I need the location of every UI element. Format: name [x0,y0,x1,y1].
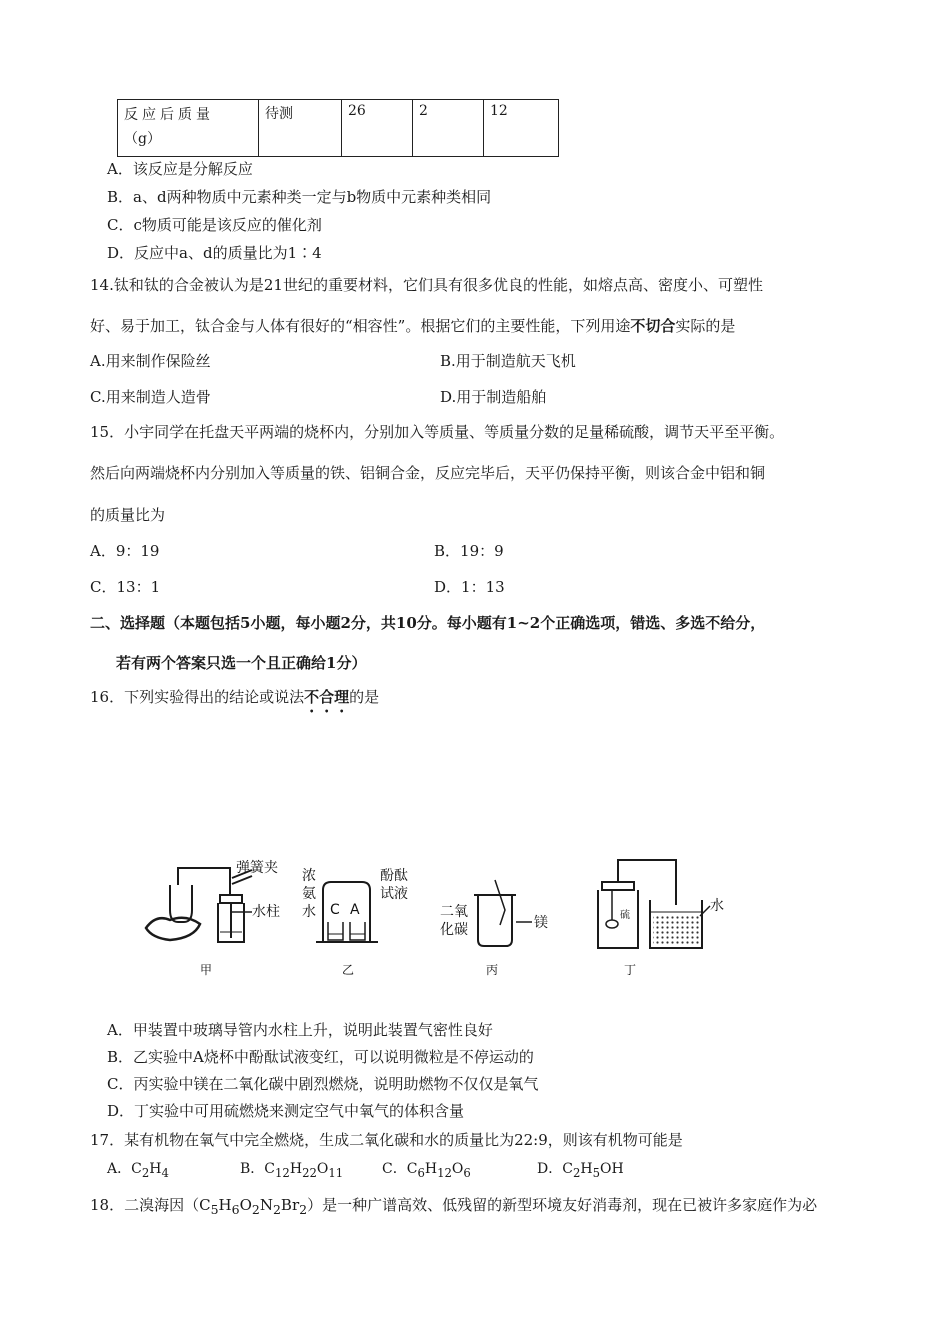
q13-option-b: B．a、d两种物质中元素种类一定与b物质中元素种类相同 [107,188,492,206]
q14-stem-text-end: 实际的是 [675,317,736,335]
q13-option-d: D．反应中a、d的质量比为1∶4 [107,244,322,262]
q13-option-a: A．该反应是分解反应 [107,160,253,178]
section2-header-line1: 二、选择题（本题包括5小题，每小题2分，共10分。每小题有1~2个正确选项，错选、多选不给分， [90,614,766,632]
bing-mg-label: 镁 [534,915,548,931]
table-label-line2: （g） [124,131,161,147]
ding-name-label: 丁 [624,963,637,977]
yi-phenol-label-1: 酚酞 [380,868,408,884]
q14-emphasis: 不切合 [630,317,676,335]
jia-clip-label: 弹簧夹 [236,860,278,876]
q13-option-c: C．c物质可能是该反应的催化剂 [107,216,322,234]
q14-option-b: B.用于制造航天飞机 [440,352,576,370]
q16-stem [90,686,379,716]
apparatus-yi [316,882,378,942]
q16-option-d: D．丁实验中可用硫燃烧来测定空气中氧气的体积含量 [107,1102,465,1120]
q16-option-b: B．乙实验中A烧杯中酚酞试液变红，可以说明微粒是不停运动的 [107,1048,534,1066]
q14-stem-text: 好、易于加工，钛合金与人体有很好的“相容性”。根据它们的主要性能，下列用途 [90,317,631,335]
q16-emphasis: 不合理 [304,688,350,706]
q16-option-c: C．丙实验中镁在二氧化碳中剧烈燃烧，说明助燃物不仅仅是氧气 [107,1075,539,1093]
q17-option-a: A．$C_2H_4$ [107,1161,169,1180]
q15-stem-line3: 的质量比为 [90,506,166,524]
apparatus-bing [474,880,532,946]
bing-co2-label-2: 化碳 [440,922,468,938]
q18-stem: 18．二溴海因$(C_5H_6O_2N_2Br_2)$是一种广谱高效、低残留的新型环境友好消毒剂，现在已被许多家庭作为必 [90,1196,818,1217]
ding-sulfur-label: 硫 [620,910,630,921]
q16-apparatus-figure [140,850,740,985]
q16-stem-text-end: 的是 [349,688,380,706]
q15-option-a: A．9：19 [90,542,160,560]
table-label-cell [118,100,259,157]
water-dots [653,916,699,946]
q16-stem-text: 16．下列实验得出的结论或说法 [90,688,305,706]
jia-name-label: 甲 [200,963,213,977]
q14-stem-line2 [90,315,735,336]
q15-stem-line2: 然后向两端烧杯内分别加入等质量的铁、铝铜合金，反应完毕后，天平仍保持平衡，则该合金中铝和铜 [90,464,766,482]
jia-water-label: 水柱 [252,904,280,920]
q17-option-b: B．$C_{12}H_{22}O_{11}$ [240,1161,344,1180]
table-cell: 2 [413,100,484,157]
q15-option-c: C．13：1 [90,578,161,596]
yi-phenol-label-2: 试液 [380,886,408,902]
q17-option-d: D．$C_2H_5OH$ [537,1161,624,1180]
yi-beaker-a-label: A [350,902,360,918]
q14-option-c: C.用来制造人造骨 [90,388,211,406]
yi-name-label: 乙 [342,963,355,977]
q14-option-d: D.用于制造船舶 [440,388,547,406]
table-row [118,100,559,157]
yi-beaker-c-label: C [330,902,340,918]
table-label-line1: 反应后质量 [124,107,214,123]
yi-ammonia-label-2: 氨 [302,886,316,902]
apparatus-jia [146,868,252,942]
table-cell: 26 [342,100,413,157]
mass-table [117,99,559,157]
bing-co2-label-1: 二氧 [440,904,468,920]
q15-stem-line1: 15．小宇同学在托盘天平两端的烧杯内，分别加入等质量、等质量分数的足量稀硫酸，调节天平至平衡。 [90,423,785,441]
q15-option-d: D．1：13 [434,578,505,596]
section2-header-line2: 若有两个答案只选一个且正确给1分） [116,654,367,672]
q15-option-b: B．19：9 [434,542,504,560]
q16-option-a: A．甲装置中玻璃导管内水柱上升，说明此装置气密性良好 [107,1021,493,1039]
yi-ammonia-label-1: 浓 [302,868,316,884]
table-cell: 12 [484,100,559,157]
q17-option-c: C．$C_6H_{12}O_6$ [382,1161,471,1180]
table-cell: 待测 [259,100,342,157]
q14-stem-line1: 14.钛和钛的合金被认为是21世纪的重要材料，它们具有很多优良的性能，如熔点高、密度小、可塑性 [90,276,763,294]
q17-stem: 17．某有机物在氧气中完全燃烧，生成二氧化碳和水的质量比为22:9，则该有机物可能是 [90,1131,683,1149]
ding-water-label: 水 [710,898,724,914]
bing-name-label: 丙 [486,963,499,977]
q14-option-a: A.用来制作保险丝 [90,352,211,370]
yi-ammonia-label-3: 水 [302,904,316,920]
